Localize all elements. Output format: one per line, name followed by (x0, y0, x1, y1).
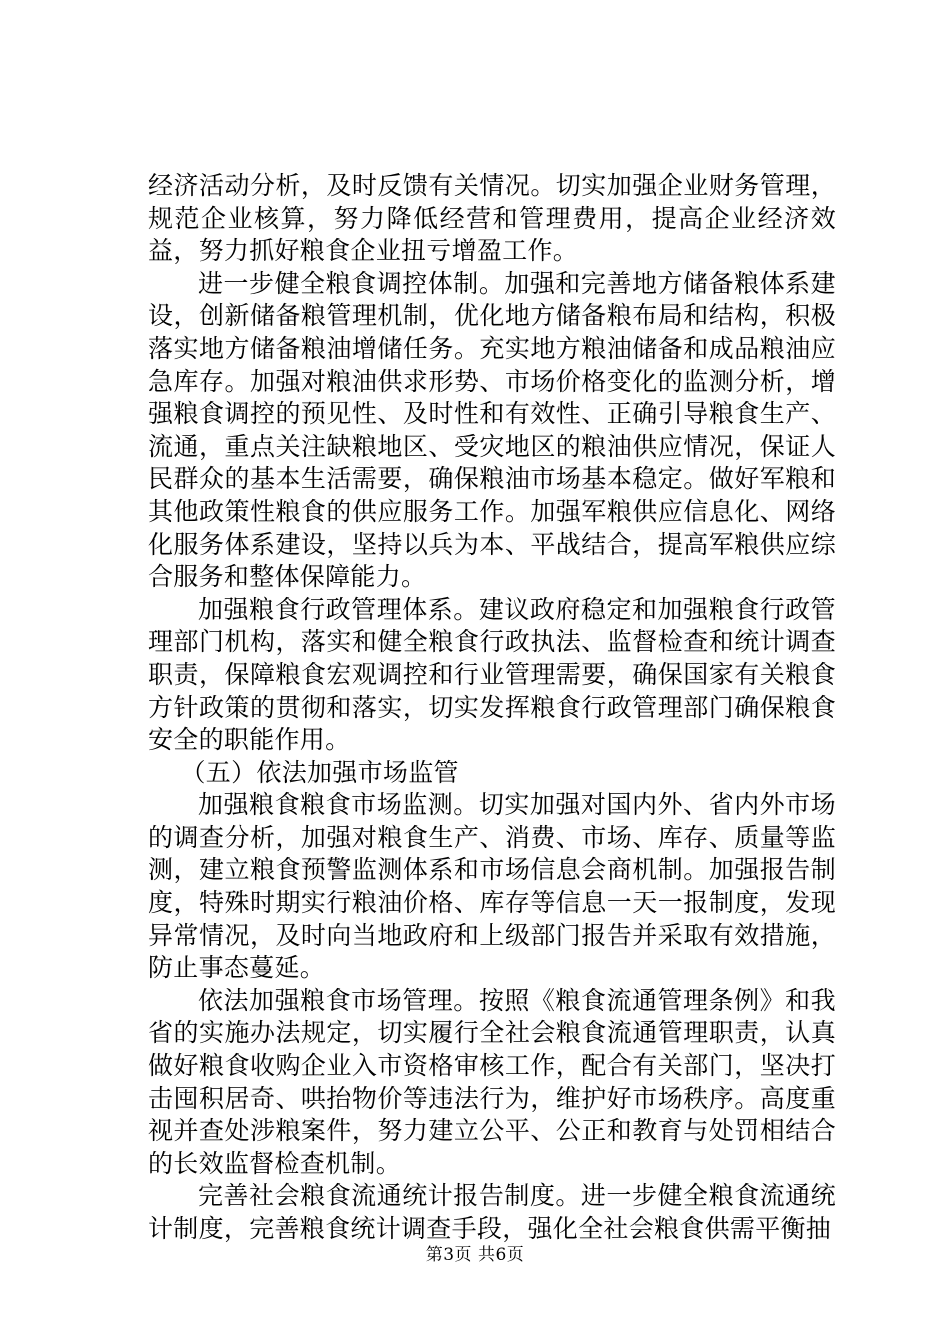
paragraph-grain-administration: 加强粮食行政管理体系。建议政府稳定和加强粮食行政管理部门机构，落实和健全粮食行政执法、监督检查和统计调查职责，保障粮食宏观调控和行业管理需要，确保国家有关粮食方针政策的贯彻和落实，切实发挥粮食行政管理部门确保粮食安全的职能作用。 (148, 594, 836, 755)
paragraph-market-management: 依法加强粮食市场管理。按照《粮食流通管理条例》和我省的实施办法规定，切实履行全社会粮食流通管理职责，认真做好粮食收购企业入市资格审核工作，配合有关部门，坚决打击囤积居奇、哄抬物价等违法行为，维护好市场秩序。高度重视并查处涉粮案件，努力建立公平、公正和教育与处罚相结合的长效监督检查机制。 (148, 985, 836, 1178)
section-heading: （五）依法加强市场监管 (180, 757, 459, 787)
document-body (148, 170, 836, 1246)
paragraph-grain-regulation: 进一步健全粮食调控体制。加强和完善地方储备粮体系建设，创新储备粮管理机制，优化地方储备粮布局和结构，积极落实地方储备粮油增储任务。充实地方粮油储备和成品粮油应急库存。加强对粮油供求形势、市场价格变化的监测分析，增强粮食调控的预见性、及时性和有效性、正确引导粮食生产、流通，重点关注缺粮地区、受灾地区的粮油供应情况，保证人民群众的基本生活需要，确保粮油市场基本稳定。做好军粮和其他政策性粮食的供应服务工作。加强军粮供应信息化、网络化服务体系建设，坚持以兵为本、平战结合，提高军粮供应综合服务和整体保障能力。 (148, 268, 836, 592)
paragraph-statistics-reporting: 完善社会粮食流通统计报告制度。进一步健全粮食流通统计制度，完善粮食统计调查手段，强化全社会粮食供需平衡抽 (148, 1181, 836, 1243)
paragraph-market-monitoring: 加强粮食粮食市场监测。切实加强对国内外、省内外市场的调查分析，加强对粮食生产、消费、市场、库存、质量等监测，建立粮食预警监测体系和市场信息会商机制。加强报告制度，特殊时期实行粮油价格、库存等信息一天一报制度，发现异常情况，及时向当地政府和上级部门报告并采取有效措施，防止事态蔓延。 (148, 790, 836, 983)
paragraph-continuation: 经济活动分析，及时反馈有关情况。切实加强企业财务管理，规范企业核算，努力降低经营和管理费用，提高企业经济效益，努力抓好粮食企业扭亏增盈工作。 (148, 171, 836, 266)
page-footer: 第3页 共6页 (425, 1245, 525, 1265)
